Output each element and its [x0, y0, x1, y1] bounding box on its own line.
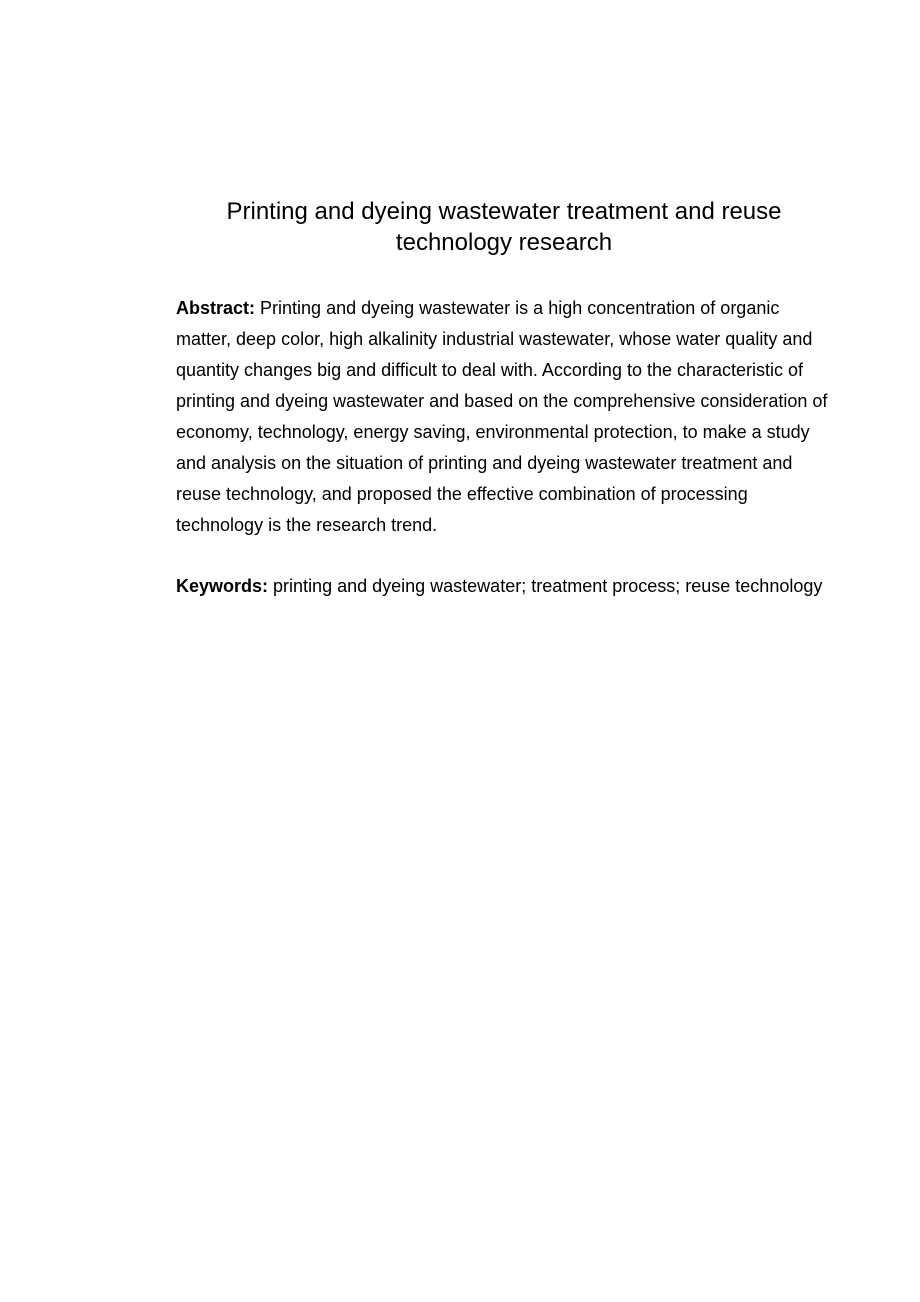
- paper-title: Printing and dyeing wastewater treatment and reuse technology research: [226, 198, 782, 256]
- abstract-label: Abstract:: [176, 298, 256, 318]
- keywords-paragraph: [176, 571, 836, 602]
- keywords-text: printing and dyeing wastewater; treatment process; reuse technology: [273, 576, 823, 596]
- abstract-paragraph: [176, 293, 836, 541]
- keywords-label: Keywords:: [176, 576, 269, 596]
- abstract-text: Printing and dyeing wastewater is a high concentration of organic matter, deep color, high alkalinity industrial wastewater, whose water quality and quantity changes big and difficult to deal with. According to the characteristic of printing and dyeing wastewater and based on the comprehensive consideration of economy, technology, energy saving, environmental protection, to make a study and analysis on the situation of printing and dyeing wastewater treatment and reuse technology, and proposed the effective combination of processing technology is the research trend.: [176, 298, 828, 535]
